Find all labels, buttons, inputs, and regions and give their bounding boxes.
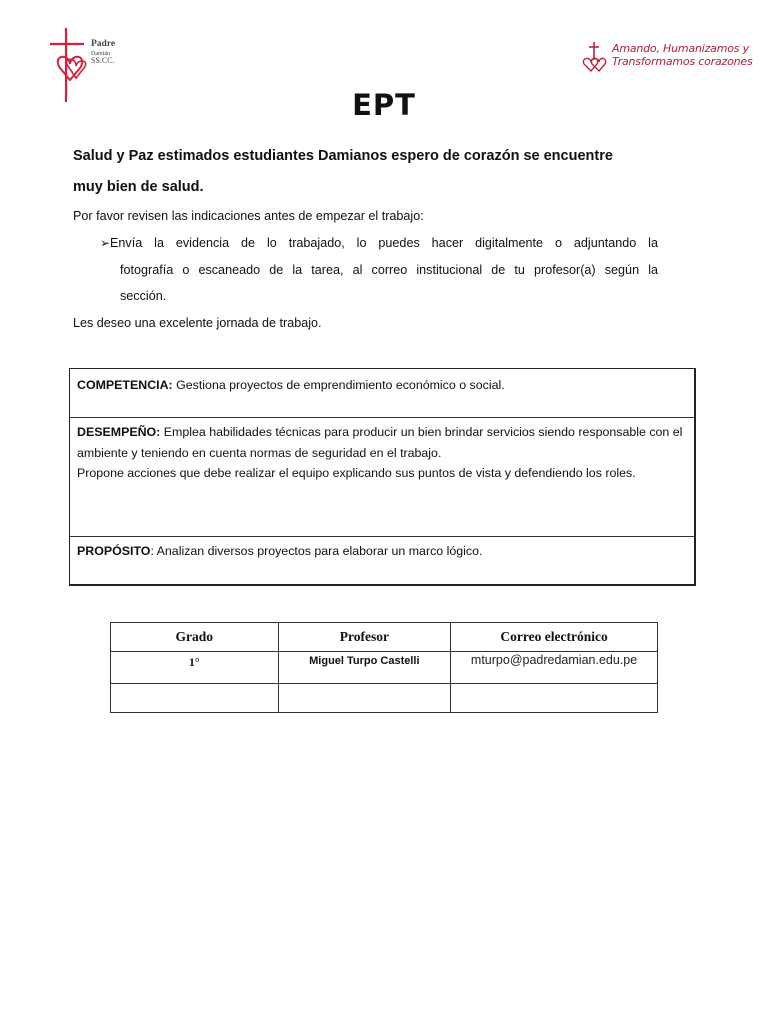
competency-box [69, 368, 696, 586]
competencia-section [70, 369, 694, 418]
table-row [111, 684, 658, 713]
motto-logo [580, 40, 768, 74]
header-correo: Correo electrónico [451, 623, 658, 652]
instructions-intro: Por favor revisen las indicaciones antes de empezar el trabajo: [73, 209, 424, 223]
header-grado: Grado [111, 623, 279, 652]
cell-grado [111, 684, 279, 713]
cross-hearts-icon [580, 40, 610, 74]
cell-email-link[interactable]: mturpo@padredamian.edu.pe [451, 652, 658, 684]
desempeno-text-2: Propone acciones que debe realizar el equipo explicando sus puntos de vista y defendiendo los roles. [77, 466, 636, 480]
page-title: EPT [352, 88, 416, 122]
bullet-text-line-3: sección. [120, 289, 167, 303]
competencia-label: COMPETENCIA: [77, 378, 173, 392]
desempeno-text: Emplea habilidades técnicas para producir un bien brindar servicios siendo responsable con el ambiente y teniendo en cuenta normas de seguridad en el trabajo. [77, 425, 683, 460]
cell-profesor [278, 684, 451, 713]
arrow-bullet-icon: ➢ [100, 236, 111, 250]
table-row [111, 652, 658, 684]
school-logo-text: Padre Damián SS.CC. [91, 39, 116, 65]
cell-profesor: Miguel Turpo Castelli [278, 652, 451, 684]
contact-table [110, 622, 658, 713]
motto-text: Amando, Humanizamos y Transformamos corazones [612, 42, 753, 68]
proposito-text: : Analizan diversos proyectos para elaborar un marco lógico. [150, 544, 483, 558]
greeting-line-1: Salud y Paz estimados estudiantes Damianos espero de corazón se encuentre [73, 148, 613, 164]
greeting-line-2: muy bien de salud. [73, 179, 204, 195]
bullet-text-line-2: fotografía o escaneado de la tarea, al correo institucional de tu profesor(a) según la [120, 263, 658, 277]
cell-email [451, 684, 658, 713]
header-profesor: Profesor [278, 623, 451, 652]
closing-text: Les deseo una excelente jornada de trabajo. [73, 316, 322, 330]
cell-grado: 1° [111, 652, 279, 684]
bullet-text-line-1: Envía la evidencia de lo trabajado, lo puedes hacer digitalmente o adjuntando la [110, 236, 658, 250]
desempeno-label: DESEMPEÑO: [77, 425, 161, 439]
competencia-text: Gestiona proyectos de emprendimiento económico o social. [172, 378, 505, 392]
desempeno-section [70, 417, 694, 537]
table-header-row [111, 623, 658, 652]
proposito-section [70, 536, 694, 586]
proposito-label: PROPÓSITO [77, 544, 151, 558]
